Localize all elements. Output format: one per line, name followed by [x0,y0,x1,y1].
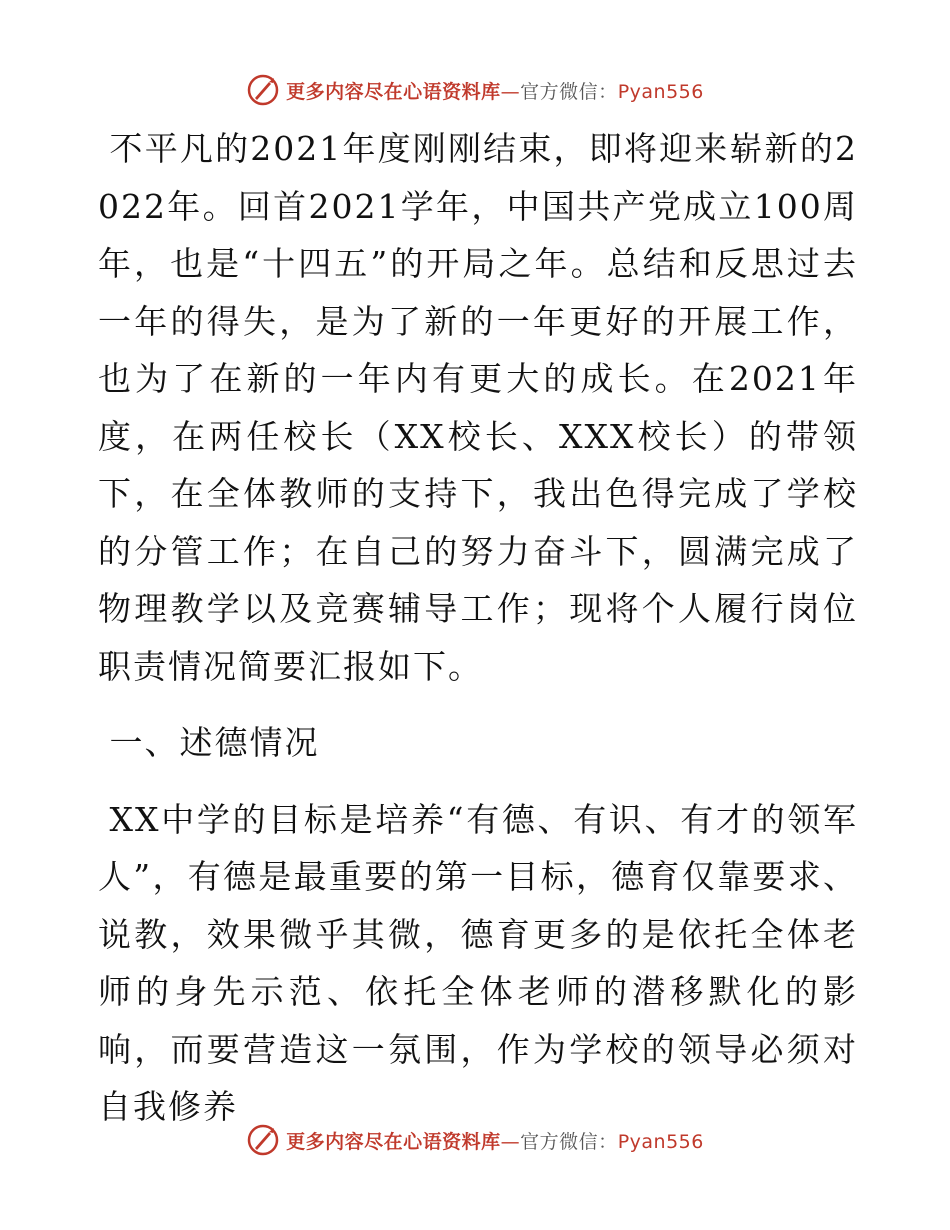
intro-paragraph: 不平凡的2021年度刚刚结束，即将迎来崭新的2022年。回首2021学年，中国共产党成立100周年，也是“十四五”的开局之年。总结和反思过去一年的得失，是为了新的一年更好的开展工作，也为了在新的一年内有更大的成长。在2021年度，在两任校长（XX校长、XXX校长）的带领下，在全体教师的支持下，我出色得完成了学校的分管工作；在自己的努力奋斗下，圆满完成了物理教学以及竞赛辅导工作；现将个人履行岗位职责情况简要汇报如下。 [98,129,858,686]
footer-banner [0,1118,950,1162]
banner-handle: Pyan556 [617,1130,704,1153]
banner-label: 官方微信： [520,80,618,103]
header-banner [0,68,950,112]
banner-brand: 更多内容尽在心语资料库 [286,1130,501,1153]
header-banner-text [286,77,704,104]
footer-banner-text [286,1127,704,1154]
section-heading: 一、述德情况 [109,723,320,762]
banner-label: 官方微信： [520,1130,618,1153]
banner-handle: Pyan556 [617,80,704,103]
section-paragraph: XX中学的目标是培养“有德、有识、有才的领军人”，有德是最重要的第一目标，德育仅靠要求、说教，效果微乎其微，德育更多的是依托全体老师的身先示范、依托全体老师的潜移默化的影响，而要营造这一氛围，作为学校的领导必须对自我修养 [98,799,858,1126]
banner-brand: 更多内容尽在心语资料库 [286,80,501,103]
quill-pen-logo-icon [246,73,280,107]
banner-dash: — [500,80,521,103]
quill-pen-logo-icon [246,1123,280,1157]
banner-dash: — [500,1130,521,1153]
document-body [98,120,858,1136]
